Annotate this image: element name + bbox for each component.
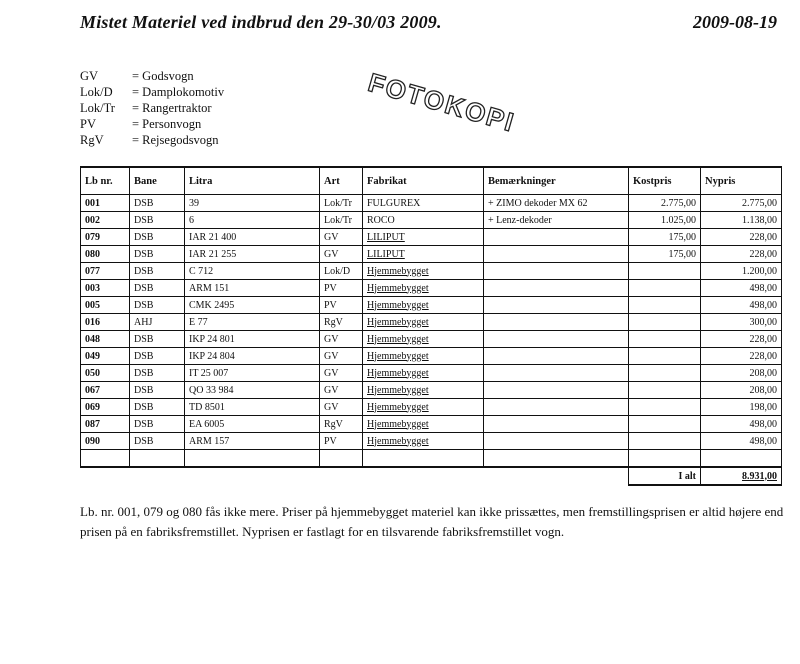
cell-fabrikat: Hjemmebygget bbox=[363, 331, 484, 348]
cell-kostpris bbox=[629, 297, 701, 314]
cell-empty bbox=[701, 450, 782, 468]
col-header-lbnr: Lb nr. bbox=[81, 167, 130, 195]
legend-abbr: GV bbox=[80, 69, 99, 83]
table-row bbox=[81, 331, 782, 348]
cell-bemaerkninger: + Lenz-dekoder bbox=[484, 212, 629, 229]
document-header bbox=[0, 12, 800, 38]
table-row bbox=[81, 297, 782, 314]
cell-art: GV bbox=[320, 399, 363, 416]
cell-nypris: 208,00 bbox=[701, 365, 782, 382]
cell-litra: ARM 151 bbox=[185, 280, 320, 297]
cell-kostpris: 175,00 bbox=[629, 229, 701, 246]
cell-nypris: 228,00 bbox=[701, 229, 782, 246]
col-header-kostpris: Kostpris bbox=[629, 167, 701, 195]
cell-bemaerkninger bbox=[484, 348, 629, 365]
table-row bbox=[81, 263, 782, 280]
cell-litra: EA 6005 bbox=[185, 416, 320, 433]
cell-lbnr: 002 bbox=[81, 212, 130, 229]
cell-kostpris bbox=[629, 348, 701, 365]
cell-bane: DSB bbox=[130, 212, 185, 229]
cell-nypris: 198,00 bbox=[701, 399, 782, 416]
cell-nypris: 2.775,00 bbox=[701, 195, 782, 212]
cell-empty bbox=[185, 450, 320, 468]
cell-lbnr: 016 bbox=[81, 314, 130, 331]
cell-litra: E 77 bbox=[185, 314, 320, 331]
cell-lbnr: 001 bbox=[81, 195, 130, 212]
cell-fabrikat: LILIPUT bbox=[363, 246, 484, 263]
cell-fabrikat: Hjemmebygget bbox=[363, 314, 484, 331]
cell-kostpris bbox=[629, 365, 701, 382]
cell-bane: DSB bbox=[130, 365, 185, 382]
cell-litra: 39 bbox=[185, 195, 320, 212]
cell-fabrikat: Hjemmebygget bbox=[363, 382, 484, 399]
cell-bane: DSB bbox=[130, 399, 185, 416]
cell-bane: DSB bbox=[130, 246, 185, 263]
cell-bane: DSB bbox=[130, 263, 185, 280]
table-row bbox=[81, 195, 782, 212]
total-label: I alt bbox=[629, 467, 701, 485]
cell-bemaerkninger bbox=[484, 416, 629, 433]
cell-litra: IKP 24 804 bbox=[185, 348, 320, 365]
legend-desc: = Personvogn bbox=[132, 117, 202, 131]
col-header-fabrikat: Fabrikat bbox=[363, 167, 484, 195]
cell-litra: C 712 bbox=[185, 263, 320, 280]
cell-empty bbox=[363, 450, 484, 468]
cell-nypris: 228,00 bbox=[701, 246, 782, 263]
cell-fabrikat: Hjemmebygget bbox=[363, 297, 484, 314]
cell-bemaerkninger bbox=[484, 399, 629, 416]
cell-litra: IAR 21 255 bbox=[185, 246, 320, 263]
legend-desc: = Godsvogn bbox=[132, 69, 194, 83]
legend-row bbox=[80, 84, 224, 100]
cell-art: PV bbox=[320, 433, 363, 450]
cell-bemaerkninger bbox=[484, 331, 629, 348]
cell-empty bbox=[320, 450, 363, 468]
cell-litra: TD 8501 bbox=[185, 399, 320, 416]
cell-empty bbox=[629, 450, 701, 468]
cell-lbnr: 069 bbox=[81, 399, 130, 416]
cell-nypris: 228,00 bbox=[701, 348, 782, 365]
cell-nypris: 300,00 bbox=[701, 314, 782, 331]
cell-art: GV bbox=[320, 331, 363, 348]
legend-row bbox=[80, 68, 224, 84]
cell-art: PV bbox=[320, 280, 363, 297]
cell-kostpris bbox=[629, 433, 701, 450]
cell-bemaerkninger bbox=[484, 314, 629, 331]
cell-art: GV bbox=[320, 365, 363, 382]
cell-bane: DSB bbox=[130, 280, 185, 297]
cell-bemaerkninger bbox=[484, 280, 629, 297]
cell-lbnr: 087 bbox=[81, 416, 130, 433]
cell-lbnr: 067 bbox=[81, 382, 130, 399]
cell-kostpris: 2.775,00 bbox=[629, 195, 701, 212]
cell-art: GV bbox=[320, 382, 363, 399]
cell-bemaerkninger bbox=[484, 229, 629, 246]
table-row bbox=[81, 246, 782, 263]
cell-litra: IAR 21 400 bbox=[185, 229, 320, 246]
cell-litra: IT 25 007 bbox=[185, 365, 320, 382]
cell-empty bbox=[81, 450, 130, 468]
total-spacer bbox=[81, 467, 629, 485]
cell-fabrikat: Hjemmebygget bbox=[363, 416, 484, 433]
cell-kostpris: 175,00 bbox=[629, 246, 701, 263]
cell-nypris: 498,00 bbox=[701, 433, 782, 450]
legend-desc: = Rangertraktor bbox=[132, 101, 212, 115]
abbreviation-legend bbox=[80, 68, 224, 148]
cell-art: Lok/Tr bbox=[320, 212, 363, 229]
legend-desc: = Rejsegodsvogn bbox=[132, 133, 219, 147]
cell-bemaerkninger bbox=[484, 365, 629, 382]
legend-abbr: PV bbox=[80, 117, 96, 131]
stamp-graphic bbox=[363, 63, 518, 143]
cell-bane: DSB bbox=[130, 331, 185, 348]
stamp-text: FOTOKOPI bbox=[364, 67, 519, 138]
cell-kostpris bbox=[629, 314, 701, 331]
cell-bemaerkninger: + ZIMO dekoder MX 62 bbox=[484, 195, 629, 212]
table-header-row bbox=[81, 167, 782, 195]
cell-art: PV bbox=[320, 297, 363, 314]
table-row bbox=[81, 365, 782, 382]
legend-row bbox=[80, 116, 224, 132]
cell-kostpris bbox=[629, 416, 701, 433]
cell-lbnr: 049 bbox=[81, 348, 130, 365]
legend-row bbox=[80, 132, 224, 148]
cell-bane: DSB bbox=[130, 416, 185, 433]
col-header-bane: Bane bbox=[130, 167, 185, 195]
cell-lbnr: 005 bbox=[81, 297, 130, 314]
col-header-bemaerkninger: Bemærkninger bbox=[484, 167, 629, 195]
cell-lbnr: 003 bbox=[81, 280, 130, 297]
table-row bbox=[81, 212, 782, 229]
cell-lbnr: 079 bbox=[81, 229, 130, 246]
cell-art: RgV bbox=[320, 314, 363, 331]
cell-bemaerkninger bbox=[484, 246, 629, 263]
col-header-litra: Litra bbox=[185, 167, 320, 195]
cell-kostpris bbox=[629, 331, 701, 348]
cell-art: GV bbox=[320, 246, 363, 263]
table-row bbox=[81, 229, 782, 246]
cell-bane: AHJ bbox=[130, 314, 185, 331]
cell-fabrikat: Hjemmebygget bbox=[363, 280, 484, 297]
cell-lbnr: 050 bbox=[81, 365, 130, 382]
cell-fabrikat: FULGUREX bbox=[363, 195, 484, 212]
cell-litra: QO 33 984 bbox=[185, 382, 320, 399]
cell-kostpris bbox=[629, 263, 701, 280]
col-header-art: Art bbox=[320, 167, 363, 195]
cell-empty bbox=[130, 450, 185, 468]
cell-nypris: 498,00 bbox=[701, 416, 782, 433]
total-value: 8.931,00 bbox=[701, 467, 782, 485]
cell-lbnr: 080 bbox=[81, 246, 130, 263]
materials-table bbox=[80, 166, 782, 486]
table-row bbox=[81, 382, 782, 399]
cell-art: Lok/Tr bbox=[320, 195, 363, 212]
fotokopi-stamp bbox=[355, 63, 518, 172]
cell-lbnr: 077 bbox=[81, 263, 130, 280]
cell-litra: 6 bbox=[185, 212, 320, 229]
cell-fabrikat: Hjemmebygget bbox=[363, 365, 484, 382]
cell-fabrikat: ROCO bbox=[363, 212, 484, 229]
table-row bbox=[81, 450, 782, 468]
cell-bane: DSB bbox=[130, 297, 185, 314]
cell-art: GV bbox=[320, 229, 363, 246]
cell-kostpris bbox=[629, 280, 701, 297]
cell-lbnr: 048 bbox=[81, 331, 130, 348]
cell-lbnr: 090 bbox=[81, 433, 130, 450]
table-row bbox=[81, 280, 782, 297]
table-row bbox=[81, 314, 782, 331]
cell-fabrikat: Hjemmebygget bbox=[363, 348, 484, 365]
cell-nypris: 498,00 bbox=[701, 297, 782, 314]
cell-bemaerkninger bbox=[484, 382, 629, 399]
cell-art: RgV bbox=[320, 416, 363, 433]
cell-nypris: 498,00 bbox=[701, 280, 782, 297]
cell-kostpris: 1.025,00 bbox=[629, 212, 701, 229]
cell-fabrikat: Hjemmebygget bbox=[363, 263, 484, 280]
cell-bane: DSB bbox=[130, 348, 185, 365]
cell-bemaerkninger bbox=[484, 263, 629, 280]
cell-bane: DSB bbox=[130, 433, 185, 450]
cell-bane: DSB bbox=[130, 382, 185, 399]
legend-abbr: Lok/D bbox=[80, 85, 113, 99]
cell-bemaerkninger bbox=[484, 297, 629, 314]
cell-nypris: 1.200,00 bbox=[701, 263, 782, 280]
cell-empty bbox=[484, 450, 629, 468]
col-header-nypris: Nypris bbox=[701, 167, 782, 195]
cell-nypris: 228,00 bbox=[701, 331, 782, 348]
cell-nypris: 208,00 bbox=[701, 382, 782, 399]
cell-art: GV bbox=[320, 348, 363, 365]
table-row bbox=[81, 348, 782, 365]
cell-kostpris bbox=[629, 382, 701, 399]
cell-litra: ARM 157 bbox=[185, 433, 320, 450]
legend-row bbox=[80, 100, 224, 116]
cell-fabrikat: Hjemmebygget bbox=[363, 433, 484, 450]
footnote-paragraph: Lb. nr. 001, 079 og 080 fås ikke mere. Priser på hjemmebygget materiel kan ikke prissættes, men fremstillingsprisen er altid højere end prisen på en fabriksfremstillet. Nyprisen er fastlagt for en tilsvarende fabriksfremstillet vogn. bbox=[80, 504, 784, 539]
cell-fabrikat: LILIPUT bbox=[363, 229, 484, 246]
cell-bemaerkninger bbox=[484, 433, 629, 450]
document-date: 2009-08-19 bbox=[693, 12, 777, 32]
cell-nypris: 1.138,00 bbox=[701, 212, 782, 229]
cell-art: Lok/D bbox=[320, 263, 363, 280]
cell-bane: DSB bbox=[130, 229, 185, 246]
cell-litra: CMK 2495 bbox=[185, 297, 320, 314]
cell-kostpris bbox=[629, 399, 701, 416]
table-row bbox=[81, 399, 782, 416]
document-title: Mistet Materiel ved indbrud den 29-30/03 2009. bbox=[80, 12, 442, 32]
table-row bbox=[81, 433, 782, 450]
legend-desc: = Damplokomotiv bbox=[132, 85, 225, 99]
cell-fabrikat: Hjemmebygget bbox=[363, 399, 484, 416]
cell-bane: DSB bbox=[130, 195, 185, 212]
table-row bbox=[81, 416, 782, 433]
legend-abbr: RgV bbox=[80, 133, 104, 147]
legend-abbr: Lok/Tr bbox=[80, 101, 115, 115]
table-total-row bbox=[81, 467, 782, 485]
cell-litra: IKP 24 801 bbox=[185, 331, 320, 348]
